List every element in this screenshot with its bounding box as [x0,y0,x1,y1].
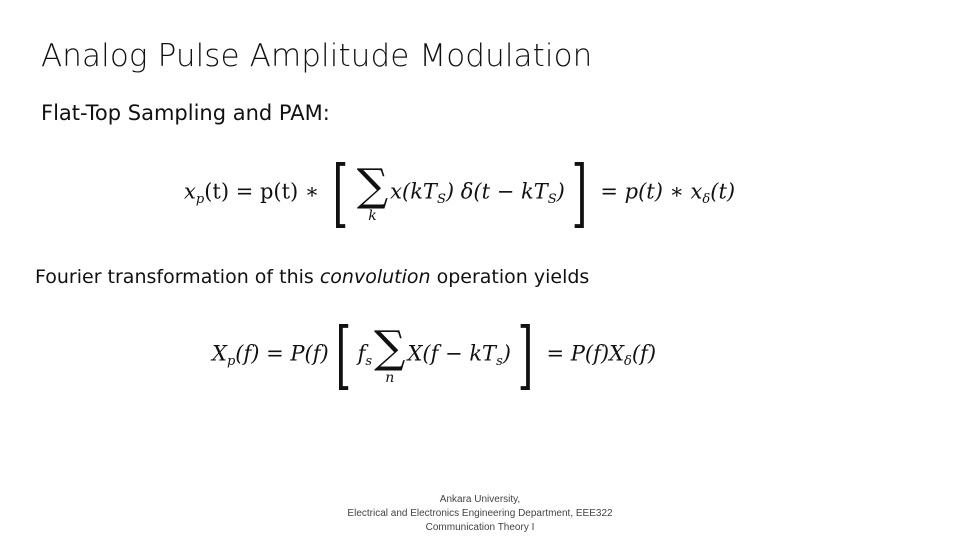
eq2-rhs: = P(f)X [539,341,625,366]
eq2-rhs-end: (f) [631,341,657,366]
fourier-transform-equation [212,312,657,398]
eq2-term-sub: s [496,354,503,370]
eq1-rhs-sub: δ [702,192,711,208]
footer-university: Ankara University, [439,494,521,505]
eq1-lhs-sub: p [195,192,205,208]
eq1-term2-sub: S [547,192,557,208]
left-bracket: [ [332,150,349,236]
sigma-symbol: ∑ [374,321,406,373]
eq1-pulse: p(t) [259,179,299,204]
sum-operator [374,321,406,386]
body-text [35,266,589,288]
footer [300,493,660,535]
eq2-lhs-arg: (f) = P(f) [235,341,329,366]
sum-index: n [385,369,395,386]
left-bracket: [ [335,312,352,398]
section-heading: Flat-Top Sampling and PAM: [41,101,330,125]
eq1-lhs: x [184,179,196,204]
eq2-lhs-sub: p [226,354,236,370]
eq1-term1: x(kT [390,179,437,204]
eq1-lhs-arg: (t) = [204,179,260,204]
eq1-term2: δ(t − kT [454,179,548,204]
eq2-lhs: X [212,341,227,366]
eq2-fs: f [357,341,366,366]
eq1-rhs-end: (t) [710,179,736,204]
footer-department: Electrical and Electronics Engineering Department, EEE322 [347,508,613,519]
sigma-symbol: ∑ [356,159,389,211]
body-suffix: operation yields [430,266,590,288]
eq1-term2-end: ) [556,179,565,204]
eq2-term: X(f − kT [407,341,497,366]
eq2-term-end: ) [502,341,511,366]
eq2-fs-sub: s [365,354,373,370]
body-prefix: Fourier transformation of this [35,266,320,288]
sum-operator [356,159,389,224]
sum-index: k [368,207,377,224]
footer-course: Communication Theory I [425,522,535,533]
eq1-conv: ∗ [298,179,326,204]
eq1-rhs: = p(t) ∗ x [593,179,703,204]
right-bracket: ] [571,150,588,236]
right-bracket: ] [517,312,534,398]
slide-title: Analog Pulse Amplitude Modulation [41,38,593,74]
eq2-rhs-sub: δ [624,354,632,370]
flat-top-sampling-equation [184,150,736,236]
body-emphasis: convolution [319,266,431,288]
eq1-term1-end: ) [445,179,455,204]
eq1-term1-sub: S [436,192,446,208]
